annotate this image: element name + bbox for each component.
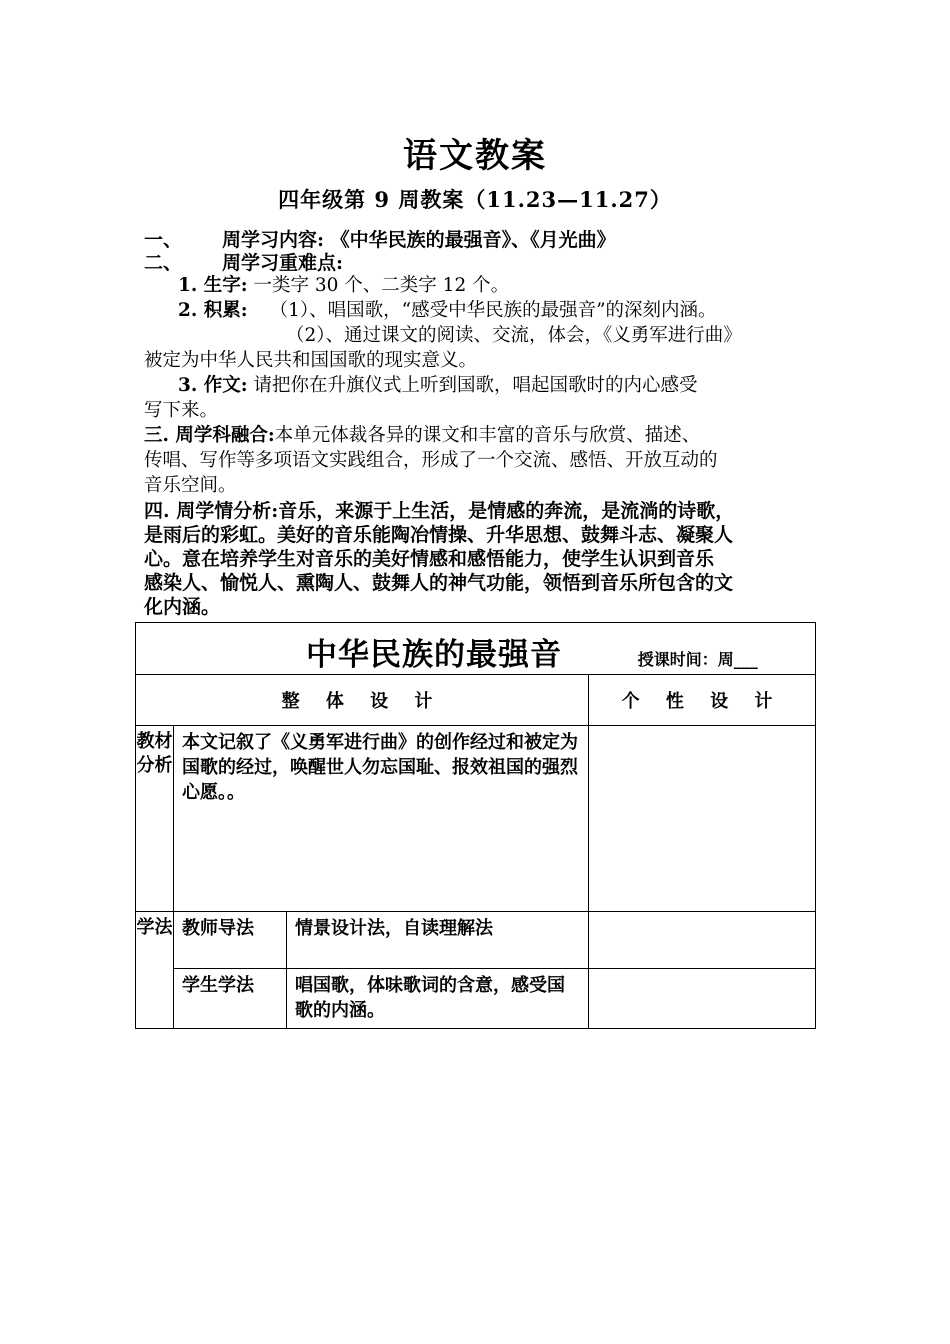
section-3-label: 三. 周学科融合:	[144, 425, 275, 446]
table-title-cell	[136, 623, 816, 675]
item-1-label: 1. 生字:	[178, 275, 248, 296]
section-4-text-a: 音乐，来源于上生活，是情感的奔流，是流淌的诗歌，	[278, 500, 735, 522]
textbook-analysis-label: 教材分析	[136, 726, 174, 912]
item-3-label: 3. 作文:	[178, 375, 248, 396]
section-4	[144, 499, 734, 523]
section-4-text-b: 是雨后的彩虹。美好的音乐能陶冶情操、升华思想、鼓舞斗志、凝聚人	[144, 524, 734, 546]
textbook-analysis-text: 本文记叙了《义勇军进行曲》的创作经过和被定为国歌的经过，唤醒世人勿忘国耻、报效祖国的强烈心愿。。	[174, 726, 589, 912]
item-1	[178, 274, 509, 298]
lesson-time: 授课时间：周___	[637, 650, 758, 669]
section-1	[144, 228, 616, 252]
lesson-title: 中华民族的最强音	[306, 637, 562, 673]
lesson-plan-table	[135, 622, 816, 1029]
item-2-text-a: （1）、唱国歌，“感受中华民族的最强音”的深刻内涵。	[269, 300, 717, 321]
item-2-text-c: 被定为中华人民共和国国歌的现实意义。	[144, 350, 478, 371]
section-4-text-e: 化内涵。	[144, 596, 221, 618]
student-method-label: 学生学法	[174, 969, 287, 1029]
section-1-number: 一、	[144, 229, 183, 251]
item-3	[178, 374, 698, 398]
section-4-label: 四. 周学情分析:	[144, 500, 279, 522]
student-method-text: 唱国歌，体味歌词的含意，感受国歌的内涵。	[287, 969, 589, 1029]
section-3-text-c: 音乐空间。	[144, 475, 237, 496]
individual-cell	[589, 726, 816, 912]
section-2	[144, 251, 343, 275]
table-header-row	[136, 675, 816, 726]
page-title: 语文教案	[403, 136, 547, 176]
item-3-text-a: 请把你在升旗仪式上听到国歌，唱起国歌时的内心感受	[253, 375, 698, 396]
section-3-text-a: 本单元体裁各异的课文和丰富的音乐与欣赏、描述、	[274, 425, 701, 446]
table-row	[136, 912, 816, 969]
page-subtitle: 四年级第 9 周教案（11.23—11.27）	[278, 187, 672, 212]
section-1-label: 周学习内容:	[222, 229, 325, 251]
header-overall-design: 整 体 设 计	[136, 675, 589, 726]
teacher-method-text: 情景设计法，自读理解法	[287, 912, 589, 969]
section-4-text-d: 感染人、愉悦人、熏陶人、鼓舞人的神气功能，领悟到音乐所包含的文	[144, 572, 734, 594]
table-title-row	[136, 623, 816, 675]
table-row	[136, 969, 816, 1029]
individual-cell	[589, 912, 816, 969]
item-1-text: 一类字 30 个、二类字 12 个。	[253, 275, 510, 296]
study-method-label: 学法	[136, 912, 174, 1029]
teacher-method-label: 教师导法	[174, 912, 287, 969]
section-3-text-b: 传唱、写作等多项语文实践组合，形成了一个交流、感悟、开放互动的	[144, 450, 718, 471]
section-2-number: 二、	[144, 252, 183, 274]
section-2-label: 周学习重难点:	[222, 252, 344, 274]
header-individual-design: 个 性 设 计	[589, 675, 816, 726]
section-4-text-c: 心。意在培养学生对音乐的美好情感和感悟能力，使学生认识到音乐	[144, 548, 715, 570]
section-1-text: 《中华民族的最强音》、《月光曲》	[330, 229, 616, 251]
individual-cell	[589, 969, 816, 1029]
item-2	[178, 299, 717, 323]
item-3-text-b: 写下来。	[144, 400, 219, 421]
section-3	[144, 424, 700, 448]
item-2-label: 2. 积累:	[178, 300, 248, 321]
item-2-text-b: （2）、通过课文的阅读、交流，体会，《义勇军进行曲》	[286, 325, 742, 346]
table-row	[136, 726, 816, 912]
